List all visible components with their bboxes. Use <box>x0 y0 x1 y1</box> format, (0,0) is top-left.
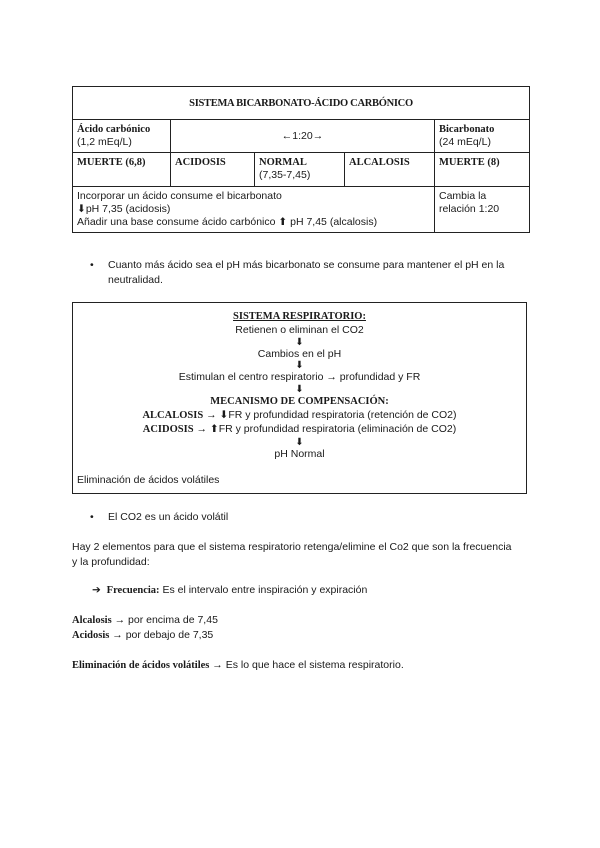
bicarbonate-label: Bicarbonato <box>439 124 495 135</box>
resp-footer: Eliminación de ácidos volátiles <box>77 474 220 487</box>
note-cell <box>73 187 435 233</box>
arrow-right-icon: ➔ <box>92 584 101 596</box>
state-label: ACIDOSIS <box>175 157 226 168</box>
respiratory-system-box: SISTEMA RESPIRATORIO: Retienen o eliminan el CO2 ⬇ Cambios en el pH ⬇ Estimulan el centro respiratorio → profundidad y FR ⬇ MECANISMO DE COMPENSACIÓN: ALCALOSIS → ⬇FR y profundidad respiratoria (retención de CO2) ACIDOSIS → ⬆FR y profundidad respiratoria (eliminación de CO2) ⬇ pH Normal Eliminación de ácidos volátiles <box>72 302 527 494</box>
arrow-down-icon: ⬇ <box>295 436 304 448</box>
acidosis-label: ACIDOSIS <box>142 423 194 435</box>
alcalosis-text: FR y profundidad respiratoria (retención de CO2) <box>228 408 457 421</box>
arrow-up-icon: ⬆ <box>209 422 219 435</box>
resp-step2: Cambios en el pH <box>257 347 342 360</box>
frequency-text: Es el intervalo entre inspiración y expiración <box>162 584 368 596</box>
bicarbonate-value: (24 mEq/L) <box>439 136 491 148</box>
arrow-down-icon: ⬇ <box>295 360 304 372</box>
note-right-cell: Cambia la relación 1:20 <box>435 187 530 233</box>
ratio-cell: ←1:20→ <box>171 120 435 153</box>
paragraph: Hay 2 elementos para que el sistema respiratorio retenga/elimine el Co2 que son la frecuencia y la profundidad: <box>72 541 512 568</box>
carbonic-acid-label: Ácido carbónico <box>77 124 151 135</box>
state-cell <box>171 153 255 187</box>
alcalosis-desc: por encima de 7,45 <box>128 614 218 626</box>
carbonic-acid-value: (1,2 mEq/L) <box>77 136 132 148</box>
alcalosis-line: Alcalosis → por encima de 7,45 <box>72 614 218 626</box>
state-label: ALCALOSIS <box>349 157 410 168</box>
acidosis-term: Acidosis <box>72 630 110 641</box>
bicarbonate-table <box>72 86 530 233</box>
arrow-up-icon: ⬆ <box>278 216 288 228</box>
arrow-down-icon: ⬇ <box>295 336 304 348</box>
state-label: MUERTE (6,8) <box>77 157 146 168</box>
resp-step1: Retienen o eliminan el CO2 <box>235 323 364 336</box>
resp-title: SISTEMA RESPIRATORIO: <box>233 311 366 322</box>
resp-step3: Estimulan el centro respiratorio → profundidad y FR <box>178 371 421 384</box>
state-cell <box>435 153 530 187</box>
acidosis-desc: por debajo de 7,35 <box>125 629 214 641</box>
note-line: Añadir una base consume ácido carbónico <box>77 216 276 228</box>
carbonic-acid-cell <box>73 120 171 153</box>
acidosis-line: Acidosis → por debajo de 7,35 <box>72 629 214 641</box>
alcalosis-label: ALCALOSIS <box>142 409 204 421</box>
resp-result: pH Normal <box>274 447 325 460</box>
bullet-dot-icon: • <box>90 511 94 523</box>
arrow-down-icon: ⬇ <box>77 203 86 215</box>
note-line: pH 7,45 (alcalosis) <box>290 216 378 228</box>
state-label: NORMAL <box>259 157 307 168</box>
note-line: Incorporar un ácido consume el bicarbonato <box>77 190 282 202</box>
bullet-item: • Cuanto más ácido sea el pH más bicarbonato se consume para mantener el pH en la neutralidad. <box>90 259 505 286</box>
note-line: pH 7,35 (acidosis) <box>85 203 171 215</box>
state-label: MUERTE (8) <box>439 157 500 168</box>
state-cell <box>255 153 345 187</box>
elimination-desc: Es lo que hace el sistema respiratorio. <box>225 659 404 671</box>
arrow-down-icon: ⬇ <box>219 408 229 421</box>
state-cell <box>345 153 435 187</box>
state-range: (7,35-7,45) <box>259 169 311 181</box>
arrow-down-icon: ⬇ <box>295 384 304 396</box>
table-title: SISTEMA BICARBONATO-ÁCIDO CARBÓNICO <box>73 87 530 120</box>
acidosis-text: FR y profundidad respiratoria (eliminación de CO2) <box>218 422 457 435</box>
elimination-line: Eliminación de ácidos volátiles → Es lo que hace el sistema respiratorio. <box>72 659 404 671</box>
alcalosis-term: Alcalosis <box>72 615 112 626</box>
frequency-item <box>92 583 367 598</box>
bullet-dot-icon: • <box>90 259 94 271</box>
bicarbonate-cell <box>435 120 530 153</box>
mechanism-title: MECANISMO DE COMPENSACIÓN: <box>210 396 389 408</box>
frequency-label: Frecuencia: <box>106 585 160 596</box>
elimination-term: Eliminación de ácidos volátiles <box>72 660 210 671</box>
bullet-item: • El CO2 es un ácido volátil <box>90 511 229 523</box>
state-cell <box>73 153 171 187</box>
